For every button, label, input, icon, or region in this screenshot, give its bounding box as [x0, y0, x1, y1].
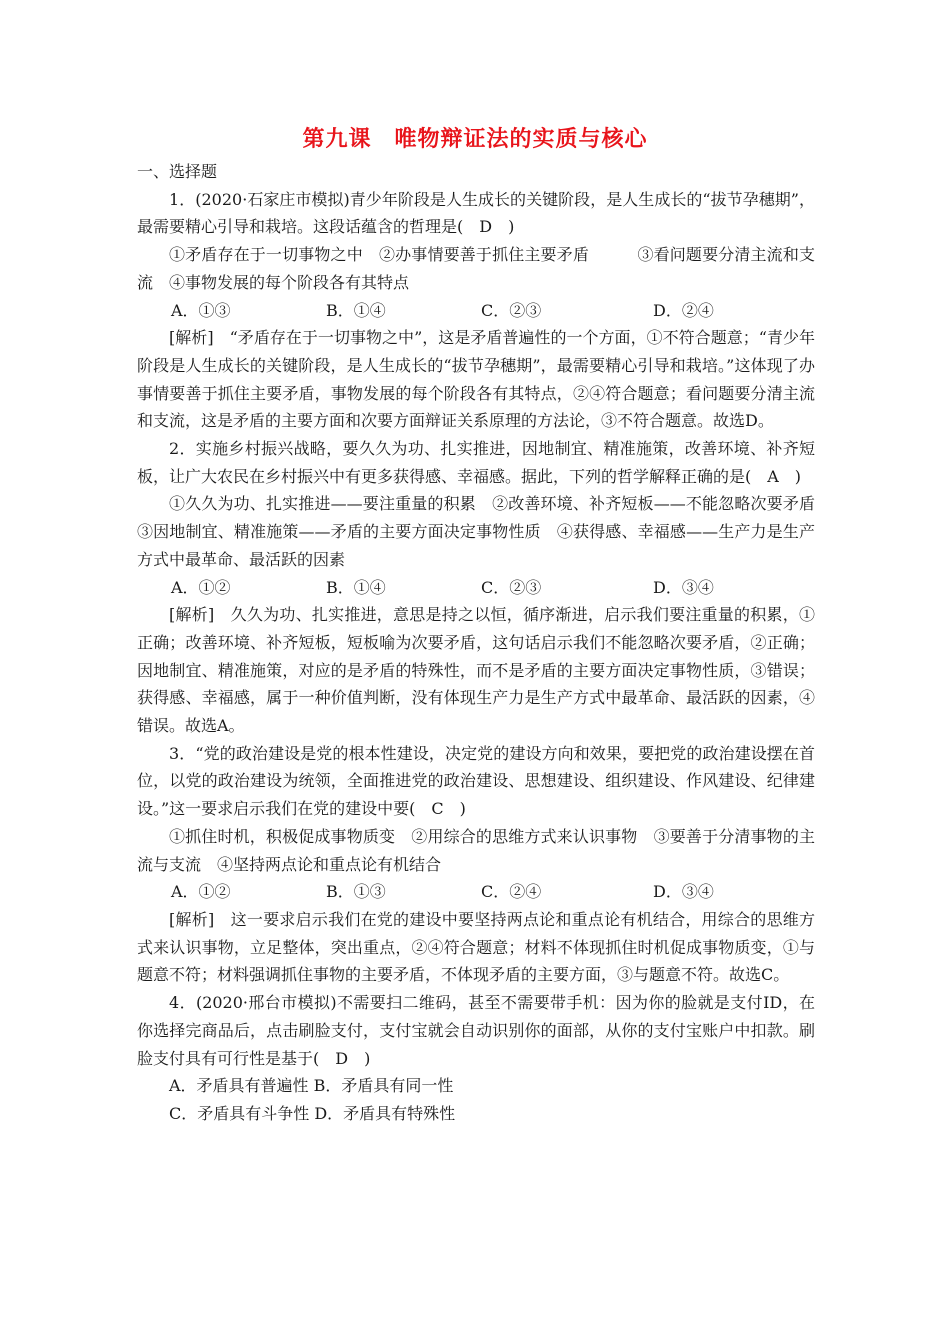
page-title: 第九课 唯物辩证法的实质与核心 — [302, 127, 648, 152]
question-2-stem: 2．实施乡村振兴战略，要久久为功、扎实推进，因地制宜、精准施策，改善环境、补齐短板，让广大农民在乡村振兴中有更多获得感、幸福感。据此，下列的哲学解释正确的是( A ) — [137, 439, 815, 486]
option-d: D．③④ — [653, 882, 714, 902]
question-1-stem: 1．(2020·石家庄市模拟)青少年阶段是人生成长的关键阶段，是人生成长的“拔节孕穗期”，最需要精心引导和栽培。这段话蕴含的哲理是( D ) — [137, 189, 815, 237]
option-c: C．②④ — [481, 882, 542, 902]
question-4-options-line-2: C．矛盾具有斗争性 D．矛盾具有特殊性 — [169, 1103, 456, 1123]
option-b: B．①④ — [326, 300, 386, 320]
question-2-options — [137, 574, 815, 602]
option-a: A．①② — [171, 882, 231, 902]
question-3-analysis: [解析] 这一要求启示我们在党的建设中要坚持两点论和重点论有机结合，用综合的思维方式来认识事物，立足整体，突出重点，②④符合题意；材料不体现抓住时机促成事物质变，①与题意不符；材料强调抓住事物的主要矛盾，不体现矛盾的主要方面，③与题意不符。故选C。 — [137, 909, 815, 985]
question-2-analysis: [解析] 久久为功、扎实推进，意思是持之以恒，循序渐进，启示我们要注重量的积累，①正确；改善环境、补齐短板，短板喻为次要矛盾，这句话启示我们不能忽略次要矛盾，②正确；因地制宜、精准施策，对应的是矛盾的特殊性，而不是矛盾的主要方面决定事物性质，③错误；获得感、幸福感，属于一种价值判断，没有体现生产力是生产方式中最革命、最活跃的因素，④错误。故选A。 — [137, 605, 815, 736]
question-4-stem: 4．(2020·邢台市模拟)不需要扫二维码，甚至不需要带手机：因为你的脸就是支付ID，在你选择完商品后，点击刷脸支付，支付宝就会自动识别你的面部，从你的支付宝账户中扣款。刷脸支付具有可行性是基于( D ) — [137, 993, 815, 1068]
option-c: C．②③ — [481, 300, 542, 320]
question-content — [137, 158, 832, 1128]
question-2-items: ①久久为功、扎实推进——要注重量的积累 ②改善环境、补齐短板——不能忽略次要矛盾 ③因地制宜、精准施策——矛盾的主要方面决定事物性质 ④获得感、幸福感——生产力是生产方式中最革命、最活跃的因素 — [137, 494, 832, 569]
question-1-items: ①矛盾存在于一切事物之中 ②办事情要善于抓住主要矛盾 ③看问题要分清主流和支流 ④事物发展的每个阶段各有其特点 — [137, 245, 815, 292]
question-3-items: ①抓住时机，积极促成事物质变 ②用综合的思维方式来认识事物 ③要善于分清事物的主流与支流 ④坚持两点论和重点论有机结合 — [137, 826, 815, 874]
option-b: B．①③ — [326, 882, 386, 902]
option-a: A．①③ — [171, 300, 231, 320]
question-4-options-line-1: A．矛盾具有普遍性 B．矛盾具有同一性 — [169, 1076, 454, 1096]
option-b: B．①④ — [326, 577, 386, 597]
option-d: D．②④ — [653, 300, 714, 320]
section-heading: 一、选择题 — [137, 162, 218, 181]
option-c: C．②③ — [481, 577, 542, 597]
question-3-stem: 3．“党的政治建设是党的根本性建设，决定党的建设方向和效果，要把党的政治建设摆在首位，以党的政治建设为统领，全面推进党的政治建设、思想建设、组织建设、作风建设、纪律建设。”这一要求启示我们在党的建设中要( C ) — [137, 743, 815, 819]
option-d: D．③④ — [653, 577, 714, 597]
option-a: A．①② — [171, 577, 231, 597]
question-3-options — [137, 878, 815, 906]
question-1-analysis: [解析] “矛盾存在于一切事物之中”，这是矛盾普遍性的一个方面，①不符合题意；“青少年阶段是人生成长的关键阶段，是人生成长的“拔节孕穗期”，最需要精心引导和栽培。”这体现了办事情要善于抓住主要矛盾，事物发展的每个阶段各有其特点，②④符合题意；看问题要分清主流和支流，这是矛盾的主要方面和次要方面辩证关系原理的方法论，③不符合题意。故选D。 — [137, 328, 815, 431]
question-1-options — [137, 297, 815, 325]
